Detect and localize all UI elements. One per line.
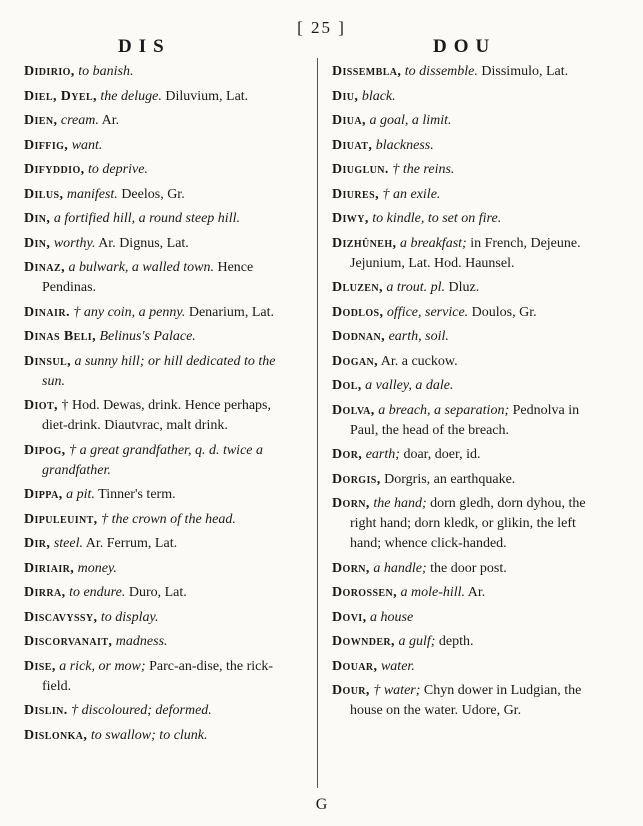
definition: † water; — [373, 683, 421, 698]
page-number: [ 25 ] — [297, 18, 346, 37]
dictionary-entry — [24, 583, 300, 603]
headword: Dinair. — [24, 304, 70, 320]
etymology-note: Parc-an-dise, the rick-field. — [42, 658, 274, 694]
headword: Din, — [24, 211, 51, 226]
definition: a trout. pl. — [386, 280, 445, 295]
headword: Diffig, — [24, 137, 69, 153]
dictionary-entry — [332, 401, 610, 441]
headword: Dipuleuint, — [24, 511, 98, 527]
dictionary-entry — [332, 559, 610, 579]
headword: Dorossen, — [332, 585, 398, 600]
dictionary-entry — [332, 494, 610, 554]
headword: Dolva, — [332, 402, 375, 418]
definition: a bulwark, a walled town. — [68, 260, 214, 275]
signature-mark: G — [315, 796, 328, 813]
definition: a gulf; — [398, 634, 436, 649]
etymology-note: † Hod. Dewas, drink. Hence perhaps, diet-drink. Diautvrac, malt drink. — [42, 398, 272, 433]
dictionary-entry — [332, 632, 610, 652]
definition: steel. — [53, 536, 83, 551]
headword: Diua, — [332, 113, 366, 128]
dictionary-entry — [24, 441, 300, 481]
etymology-note: Dorgris, an earthquake. — [384, 471, 516, 487]
definition: office, service. — [386, 304, 469, 320]
dictionary-entry — [332, 209, 610, 229]
headword: Dizhûneh, — [332, 235, 397, 251]
etymology-note: Ar. Ferrum, Lat. — [85, 536, 178, 551]
dictionary-entry — [332, 278, 610, 298]
headword: Dovi, — [332, 609, 367, 625]
headword: Diriair, — [24, 560, 75, 576]
etymology-note: Duro, Lat. — [128, 585, 187, 600]
etymology-note: Hence Pendinas. — [42, 260, 254, 295]
headword: Dir, — [24, 536, 51, 551]
headword: Dodlos, — [332, 304, 384, 320]
dictionary-entry — [332, 111, 610, 131]
headword: Dor, — [332, 447, 363, 462]
etymology-note: dorn gledh, dorn dyhou, the right hand; dorn kledk, or glikin, the left hand; whence click-handed. — [350, 496, 586, 551]
definition: worthy. — [53, 235, 96, 251]
etymology-note: Doulos, Gr. — [471, 304, 537, 320]
etymology-note: Chyn dower in Ludgian, the house on the water. Udore, Gr. — [350, 683, 582, 718]
etymology-note: Ar. — [467, 585, 486, 600]
headword: Dipog, — [24, 442, 66, 458]
headword: Diwy, — [332, 211, 369, 226]
definition: a handle; — [373, 560, 427, 576]
headword: Diel, Dyel, — [24, 88, 97, 104]
definition: to kindle, to set on fire. — [372, 211, 502, 226]
definition: water. — [380, 658, 415, 674]
dictionary-entry — [332, 470, 610, 490]
headword: Diuat, — [332, 137, 373, 153]
dictionary-entry — [24, 608, 300, 628]
definition: cream. — [60, 113, 99, 128]
dictionary-entry — [24, 701, 300, 721]
definition: † the reins. — [392, 162, 455, 177]
dictionary-entry — [24, 87, 300, 107]
headword: Dinas Beli, — [24, 329, 96, 344]
etymology-note: Ar. — [101, 113, 120, 128]
headword: Dilus, — [24, 186, 64, 202]
definition: a fortified hill, a round steep hill. — [53, 211, 240, 226]
definition: † the crown of the head. — [101, 511, 236, 527]
definition: to endure. — [69, 585, 126, 600]
dictionary-entry — [332, 87, 610, 107]
definition: a mole-hill. — [400, 585, 466, 600]
headword: Didirio, — [24, 64, 75, 79]
dictionary-entry — [24, 327, 300, 347]
dictionary-entry — [332, 583, 610, 603]
headword: Dinaz, — [24, 260, 66, 275]
definition: manifest. — [66, 186, 118, 202]
dictionary-entry — [332, 608, 610, 628]
definition: the hand; — [373, 496, 427, 511]
headword: Dorn, — [332, 496, 370, 511]
headword: Downder, — [332, 634, 395, 649]
etymology-note: the door post. — [430, 560, 507, 576]
right-column — [332, 62, 610, 726]
definition: a goal, a limit. — [369, 113, 452, 128]
definition: to display. — [100, 609, 159, 625]
headword: Diu, — [332, 88, 359, 104]
headword: Dise, — [24, 658, 56, 674]
headword: Dorgis, — [332, 471, 381, 487]
dictionary-entry — [24, 726, 300, 746]
etymology-note: depth. — [438, 634, 474, 649]
dictionary-entry — [332, 376, 610, 396]
etymology-note: Denarium, Lat. — [188, 304, 274, 320]
definition: earth; — [365, 447, 400, 462]
dictionary-entry — [24, 632, 300, 652]
dictionary-entry — [24, 234, 300, 254]
definition: a house — [370, 609, 414, 625]
headword: Diures, — [332, 186, 379, 202]
definition: want. — [71, 137, 103, 153]
headword: Dislonka, — [24, 727, 88, 743]
dictionary-entry — [332, 681, 610, 721]
etymology-note: Dissimulo, Lat. — [481, 64, 569, 79]
definition: to banish. — [78, 64, 134, 79]
definition: † a great grandfather, q. d. twice a grandfather. — [42, 442, 263, 478]
dictionary-entry — [24, 209, 300, 229]
definition: the deluge. — [100, 88, 162, 104]
headword: Dirra, — [24, 585, 66, 600]
dictionary-entry — [24, 160, 300, 180]
dictionary-entry — [332, 327, 610, 347]
etymology-note: Deelos, Gr. — [121, 186, 185, 202]
right-running-header: DOU — [433, 36, 497, 57]
definition: to deprive. — [88, 162, 148, 177]
dictionary-entry — [332, 445, 610, 465]
headword: Difyddio, — [24, 162, 85, 177]
headword: Dippa, — [24, 487, 63, 502]
definition: a sunny hill; or hill dedicated to the sun. — [42, 353, 276, 389]
definition: † any coin, a penny. — [73, 304, 186, 320]
definition: a breakfast; — [399, 235, 467, 251]
etymology-note: Ar. Dignus, Lat. — [98, 235, 189, 251]
definition: earth, soil. — [388, 329, 449, 344]
headword: Diuglun. — [332, 162, 389, 177]
headword: Dour, — [332, 683, 370, 698]
definition: to dissemble. — [404, 64, 478, 79]
etymology-note: doar, doer, id. — [403, 447, 481, 462]
dictionary-entry — [332, 160, 610, 180]
left-running-header: DIS — [118, 36, 171, 57]
dictionary-entry — [24, 62, 300, 82]
headword: Dogan, — [332, 353, 379, 369]
etymology-note: Tinner's term. — [98, 487, 176, 502]
definition: † an exile. — [382, 186, 441, 202]
etymology-note: in French, Dejeune. Jejunium, Lat. Hod. Haunsel. — [350, 235, 581, 271]
dictionary-entry — [24, 303, 300, 323]
dictionary-entry — [332, 303, 610, 323]
dictionary-entry — [24, 258, 300, 298]
definition: money. — [77, 560, 117, 576]
definition: a rick, or mow; — [59, 658, 146, 674]
dictionary-entry — [24, 485, 300, 505]
dictionary-entry — [332, 136, 610, 156]
definition: a pit. — [66, 487, 95, 502]
dictionary-entry — [24, 657, 300, 697]
etymology-note: Pednolva in Paul, the head of the breach. — [350, 402, 580, 438]
dictionary-entry — [332, 62, 610, 82]
dictionary-entry — [332, 352, 610, 372]
dictionary-entry — [24, 396, 300, 436]
dictionary-entry — [332, 185, 610, 205]
dictionary-entry — [24, 111, 300, 131]
column-divider — [317, 58, 318, 788]
dictionary-entry — [24, 352, 300, 392]
headword: Discavyssy, — [24, 609, 98, 625]
left-column — [24, 62, 300, 750]
definition: madness. — [115, 634, 168, 649]
definition: Belinus's Palace. — [99, 329, 196, 344]
dictionary-entry — [24, 136, 300, 156]
etymology-note: Dluz. — [448, 280, 480, 295]
dictionary-entry — [24, 510, 300, 530]
headword: Dinsul, — [24, 353, 71, 369]
headword: Dien, — [24, 113, 58, 128]
definition: a valley, a dale. — [365, 378, 454, 393]
dictionary-entry — [332, 657, 610, 677]
headword: Dol, — [332, 378, 362, 393]
dictionary-entry — [332, 234, 610, 274]
definition: black. — [361, 88, 396, 104]
dictionary-entry — [24, 559, 300, 579]
headword: Dorn, — [332, 560, 370, 576]
headword: Douar, — [332, 658, 378, 674]
headword: Discorvanait, — [24, 634, 113, 649]
definition: † discoloured; deformed. — [71, 703, 212, 718]
definition: a breach, a separation; — [378, 402, 510, 418]
definition: to swallow; to clunk. — [90, 727, 208, 743]
headword: Dodnan, — [332, 329, 386, 344]
etymology-note: Diluvium, Lat. — [165, 88, 249, 104]
headword: Din, — [24, 235, 51, 251]
headword: Dluzen, — [332, 280, 383, 295]
dictionary-entry — [24, 185, 300, 205]
headword: Dissembla, — [332, 64, 402, 79]
etymology-note: Ar. a cuckow. — [380, 353, 458, 369]
definition: blackness. — [375, 137, 434, 153]
headword: Dislin. — [24, 703, 68, 718]
dictionary-entry — [24, 534, 300, 554]
headword: Diot, — [24, 398, 58, 413]
